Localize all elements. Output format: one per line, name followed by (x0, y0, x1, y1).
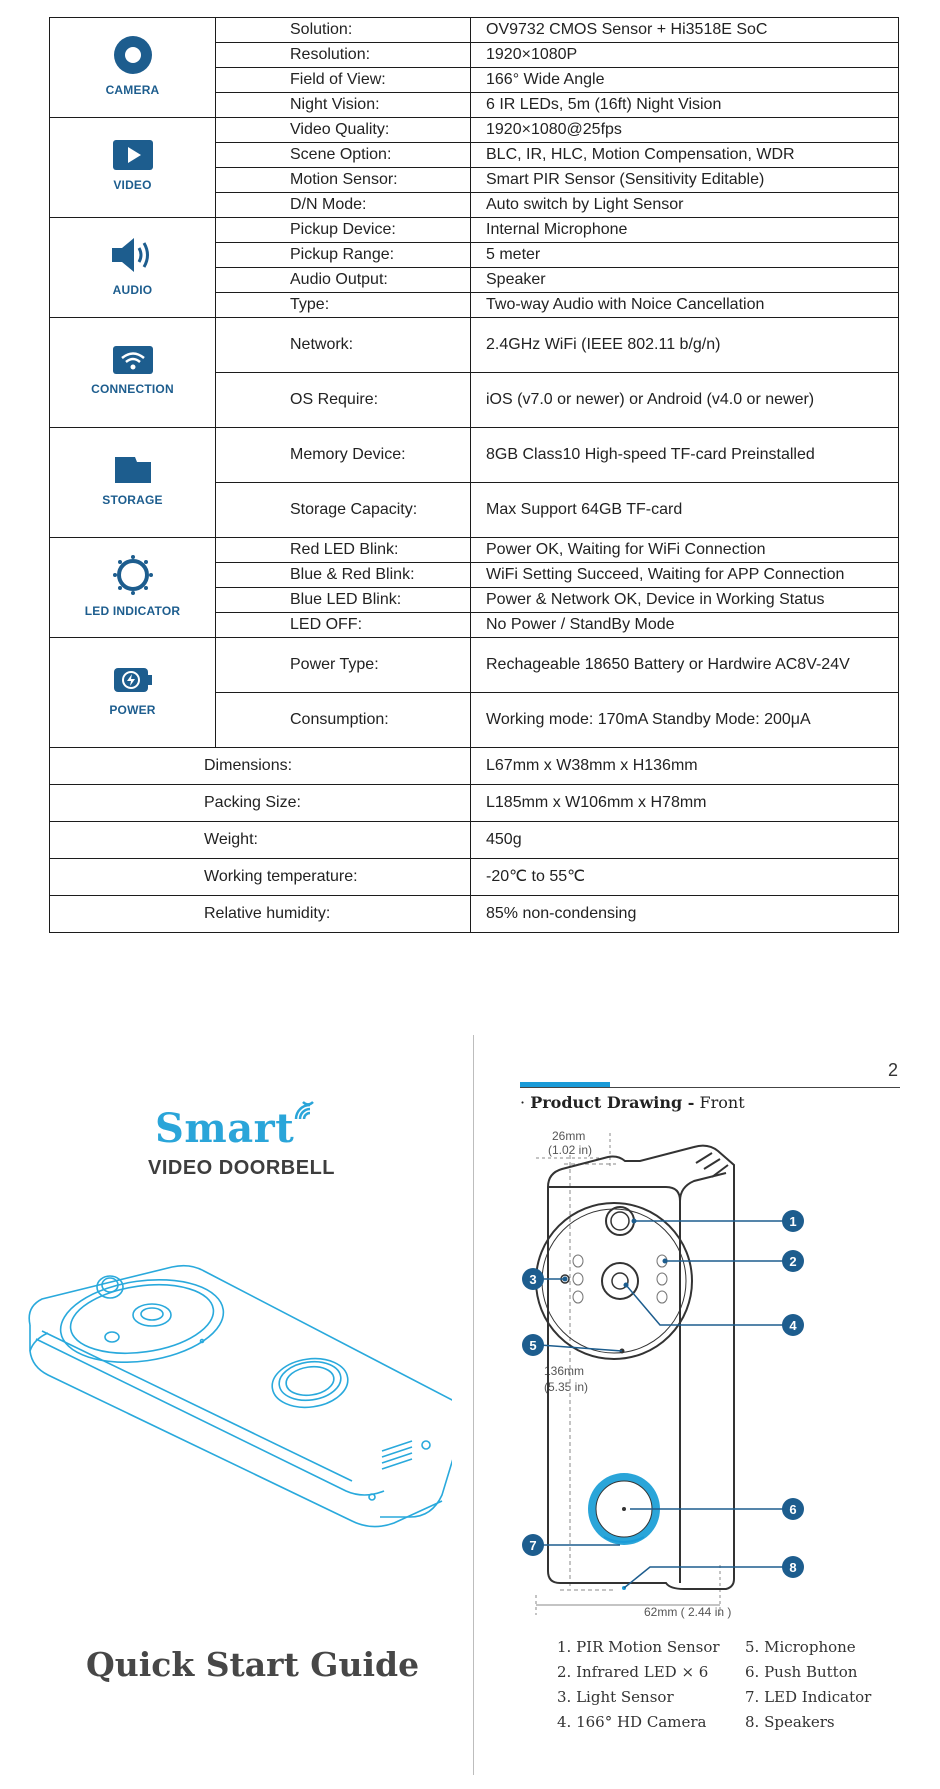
legend-right (745, 1635, 871, 1735)
svg-text:6: 6 (789, 1502, 797, 1517)
spec-label: Motion Sensor: (216, 168, 471, 193)
spec-label: Scene Option: (216, 143, 471, 168)
section-title-rest: Front (699, 1093, 745, 1112)
spec-value: Power OK, Waiting for WiFi Connection (471, 538, 899, 563)
spec-value: L67mm x W38mm x H136mm (471, 748, 899, 785)
spec-value: 2.4GHz WiFi (IEEE 802.11 b/g/n) (471, 318, 899, 373)
spec-label: OS Require: (216, 373, 471, 428)
product-drawing (520, 1125, 910, 1645)
callout-7 (522, 1534, 544, 1556)
spec-label: Network: (216, 318, 471, 373)
legend-item: 6. Push Button (745, 1663, 858, 1681)
bullet: · (520, 1093, 526, 1112)
legend-item: 4. 166° HD Camera (557, 1713, 707, 1731)
dim-height-mm: 136mm (544, 1364, 585, 1378)
wifi-signal-icon (291, 1099, 317, 1125)
spec-value: 6 IR LEDs, 5m (16ft) Night Vision (471, 93, 899, 118)
section-title (520, 1093, 745, 1112)
svg-text:4: 4 (789, 1318, 797, 1333)
dim-top-in: (1.02 in) (548, 1143, 593, 1157)
spec-label: Packing Size: (50, 785, 471, 822)
callout-4 (782, 1314, 804, 1336)
spec-value: Auto switch by Light Sensor (471, 193, 899, 218)
battery-charge-icon (112, 665, 154, 695)
legend-left (557, 1635, 720, 1735)
spec-label: Relative humidity: (50, 896, 471, 933)
spec-value: 1920×1080P (471, 43, 899, 68)
dim-width: 62mm ( 2.44 in ) (644, 1605, 732, 1619)
spec-value: 166° Wide Angle (471, 68, 899, 93)
callout-6 (782, 1498, 804, 1520)
spec-label: Red LED Blink: (216, 538, 471, 563)
spec-value: 8GB Class10 High-speed TF-card Preinstalled (471, 428, 899, 483)
guide-title: Quick Start Guide (86, 1645, 420, 1684)
callout-3 (522, 1268, 544, 1290)
play-icon (113, 140, 153, 170)
spec-value: Two-way Audio with Noice Cancellation (471, 293, 899, 318)
category-power (50, 638, 216, 748)
spec-label: Storage Capacity: (216, 483, 471, 538)
category-video (50, 118, 216, 218)
spec-value: No Power / StandBy Mode (471, 613, 899, 638)
spec-label: Solution: (216, 18, 471, 43)
legend-item: 7. LED Indicator (745, 1688, 872, 1706)
spec-label: Blue LED Blink: (216, 588, 471, 613)
legend-item: 1. PIR Motion Sensor (557, 1638, 720, 1656)
dim-height-in: (5.35 in) (544, 1380, 589, 1394)
camera-icon (113, 35, 153, 75)
spec-label: Blue & Red Blink: (216, 563, 471, 588)
spec-label: Pickup Device: (216, 218, 471, 243)
svg-text:8: 8 (789, 1560, 797, 1575)
category-label: CONNECTION (91, 381, 174, 396)
spec-label: Pickup Range: (216, 243, 471, 268)
spec-value: WiFi Setting Succeed, Waiting for APP Connection (471, 563, 899, 588)
callout-2 (782, 1250, 804, 1272)
category-audio (50, 218, 216, 318)
legend-item: 5. Microphone (745, 1638, 856, 1656)
spec-table (49, 17, 899, 933)
sd-card-icon (113, 455, 153, 485)
spec-label: Power Type: (216, 638, 471, 693)
spec-label: Night Vision: (216, 93, 471, 118)
speaker-icon (110, 235, 156, 275)
spec-value: OV9732 CMOS Sensor + Hi3518E SoC (471, 18, 899, 43)
spec-label: Resolution: (216, 43, 471, 68)
spec-value: iOS (v7.0 or newer) or Android (v4.0 or newer) (471, 373, 899, 428)
spec-label: Type: (216, 293, 471, 318)
spec-label: Memory Device: (216, 428, 471, 483)
svg-text:1: 1 (789, 1214, 797, 1229)
spec-label: Consumption: (216, 693, 471, 748)
category-label: CAMERA (105, 82, 160, 97)
spec-value: L185mm x W106mm x H78mm (471, 785, 899, 822)
header-rule (520, 1087, 900, 1088)
legend-item: 3. Light Sensor (557, 1688, 674, 1706)
category-camera (50, 18, 216, 118)
spec-label: Dimensions: (50, 748, 471, 785)
spec-value: BLC, IR, HLC, Motion Compensation, WDR (471, 143, 899, 168)
header-accent-bar (520, 1082, 610, 1087)
page-divider (473, 1035, 474, 1775)
legend-item: 2. Infrared LED × 6 (557, 1663, 709, 1681)
callout-1 (782, 1210, 804, 1232)
spec-value: 85% non-condensing (471, 896, 899, 933)
svg-text:7: 7 (529, 1538, 537, 1553)
category-label: VIDEO (113, 177, 152, 192)
category-label: AUDIO (112, 282, 153, 297)
page-number: 2 (888, 1060, 899, 1080)
spec-value: Working mode: 170mA Standby Mode: 200μA (471, 693, 899, 748)
category-storage (50, 428, 216, 538)
brand-subtitle: VIDEO DOORBELL (148, 1157, 336, 1179)
spec-label: Audio Output: (216, 268, 471, 293)
spec-value: 5 meter (471, 243, 899, 268)
spec-value: Power & Network OK, Device in Working Status (471, 588, 899, 613)
spec-value: 450g (471, 822, 899, 859)
section-title-bold: Product Drawing - (530, 1093, 695, 1112)
spec-value: Rechageable 18650 Battery or Hardwire AC8V-24V (471, 638, 899, 693)
brand-name: Smart (155, 1105, 295, 1152)
spec-value: Smart PIR Sensor (Sensitivity Editable) (471, 168, 899, 193)
spec-value: -20℃ to 55℃ (471, 859, 899, 896)
spec-value: 1920×1080@25fps (471, 118, 899, 143)
dim-top-mm: 26mm (552, 1129, 586, 1143)
spec-label: Weight: (50, 822, 471, 859)
brand-logo (155, 1105, 325, 1152)
spec-value: Speaker (471, 268, 899, 293)
spec-label: Video Quality: (216, 118, 471, 143)
spec-label: Field of View: (216, 68, 471, 93)
legend-item: 8. Speakers (745, 1713, 835, 1731)
spec-label: D/N Mode: (216, 193, 471, 218)
category-connection (50, 318, 216, 428)
svg-text:2: 2 (789, 1254, 797, 1269)
spec-label: LED OFF: (216, 613, 471, 638)
spec-label: Working temperature: (50, 859, 471, 896)
category-label: POWER (109, 702, 156, 717)
callout-8 (782, 1556, 804, 1578)
wifi-icon (113, 346, 153, 374)
svg-text:5: 5 (529, 1338, 537, 1353)
led-ring-icon (112, 554, 154, 596)
category-label: STORAGE (102, 492, 163, 507)
category-led (50, 538, 216, 638)
category-label: LED INDICATOR (84, 603, 181, 618)
spec-value: Internal Microphone (471, 218, 899, 243)
callout-5 (522, 1334, 544, 1356)
doorbell-illustration (22, 1255, 452, 1535)
spec-value: Max Support 64GB TF-card (471, 483, 899, 538)
svg-text:3: 3 (529, 1272, 537, 1287)
